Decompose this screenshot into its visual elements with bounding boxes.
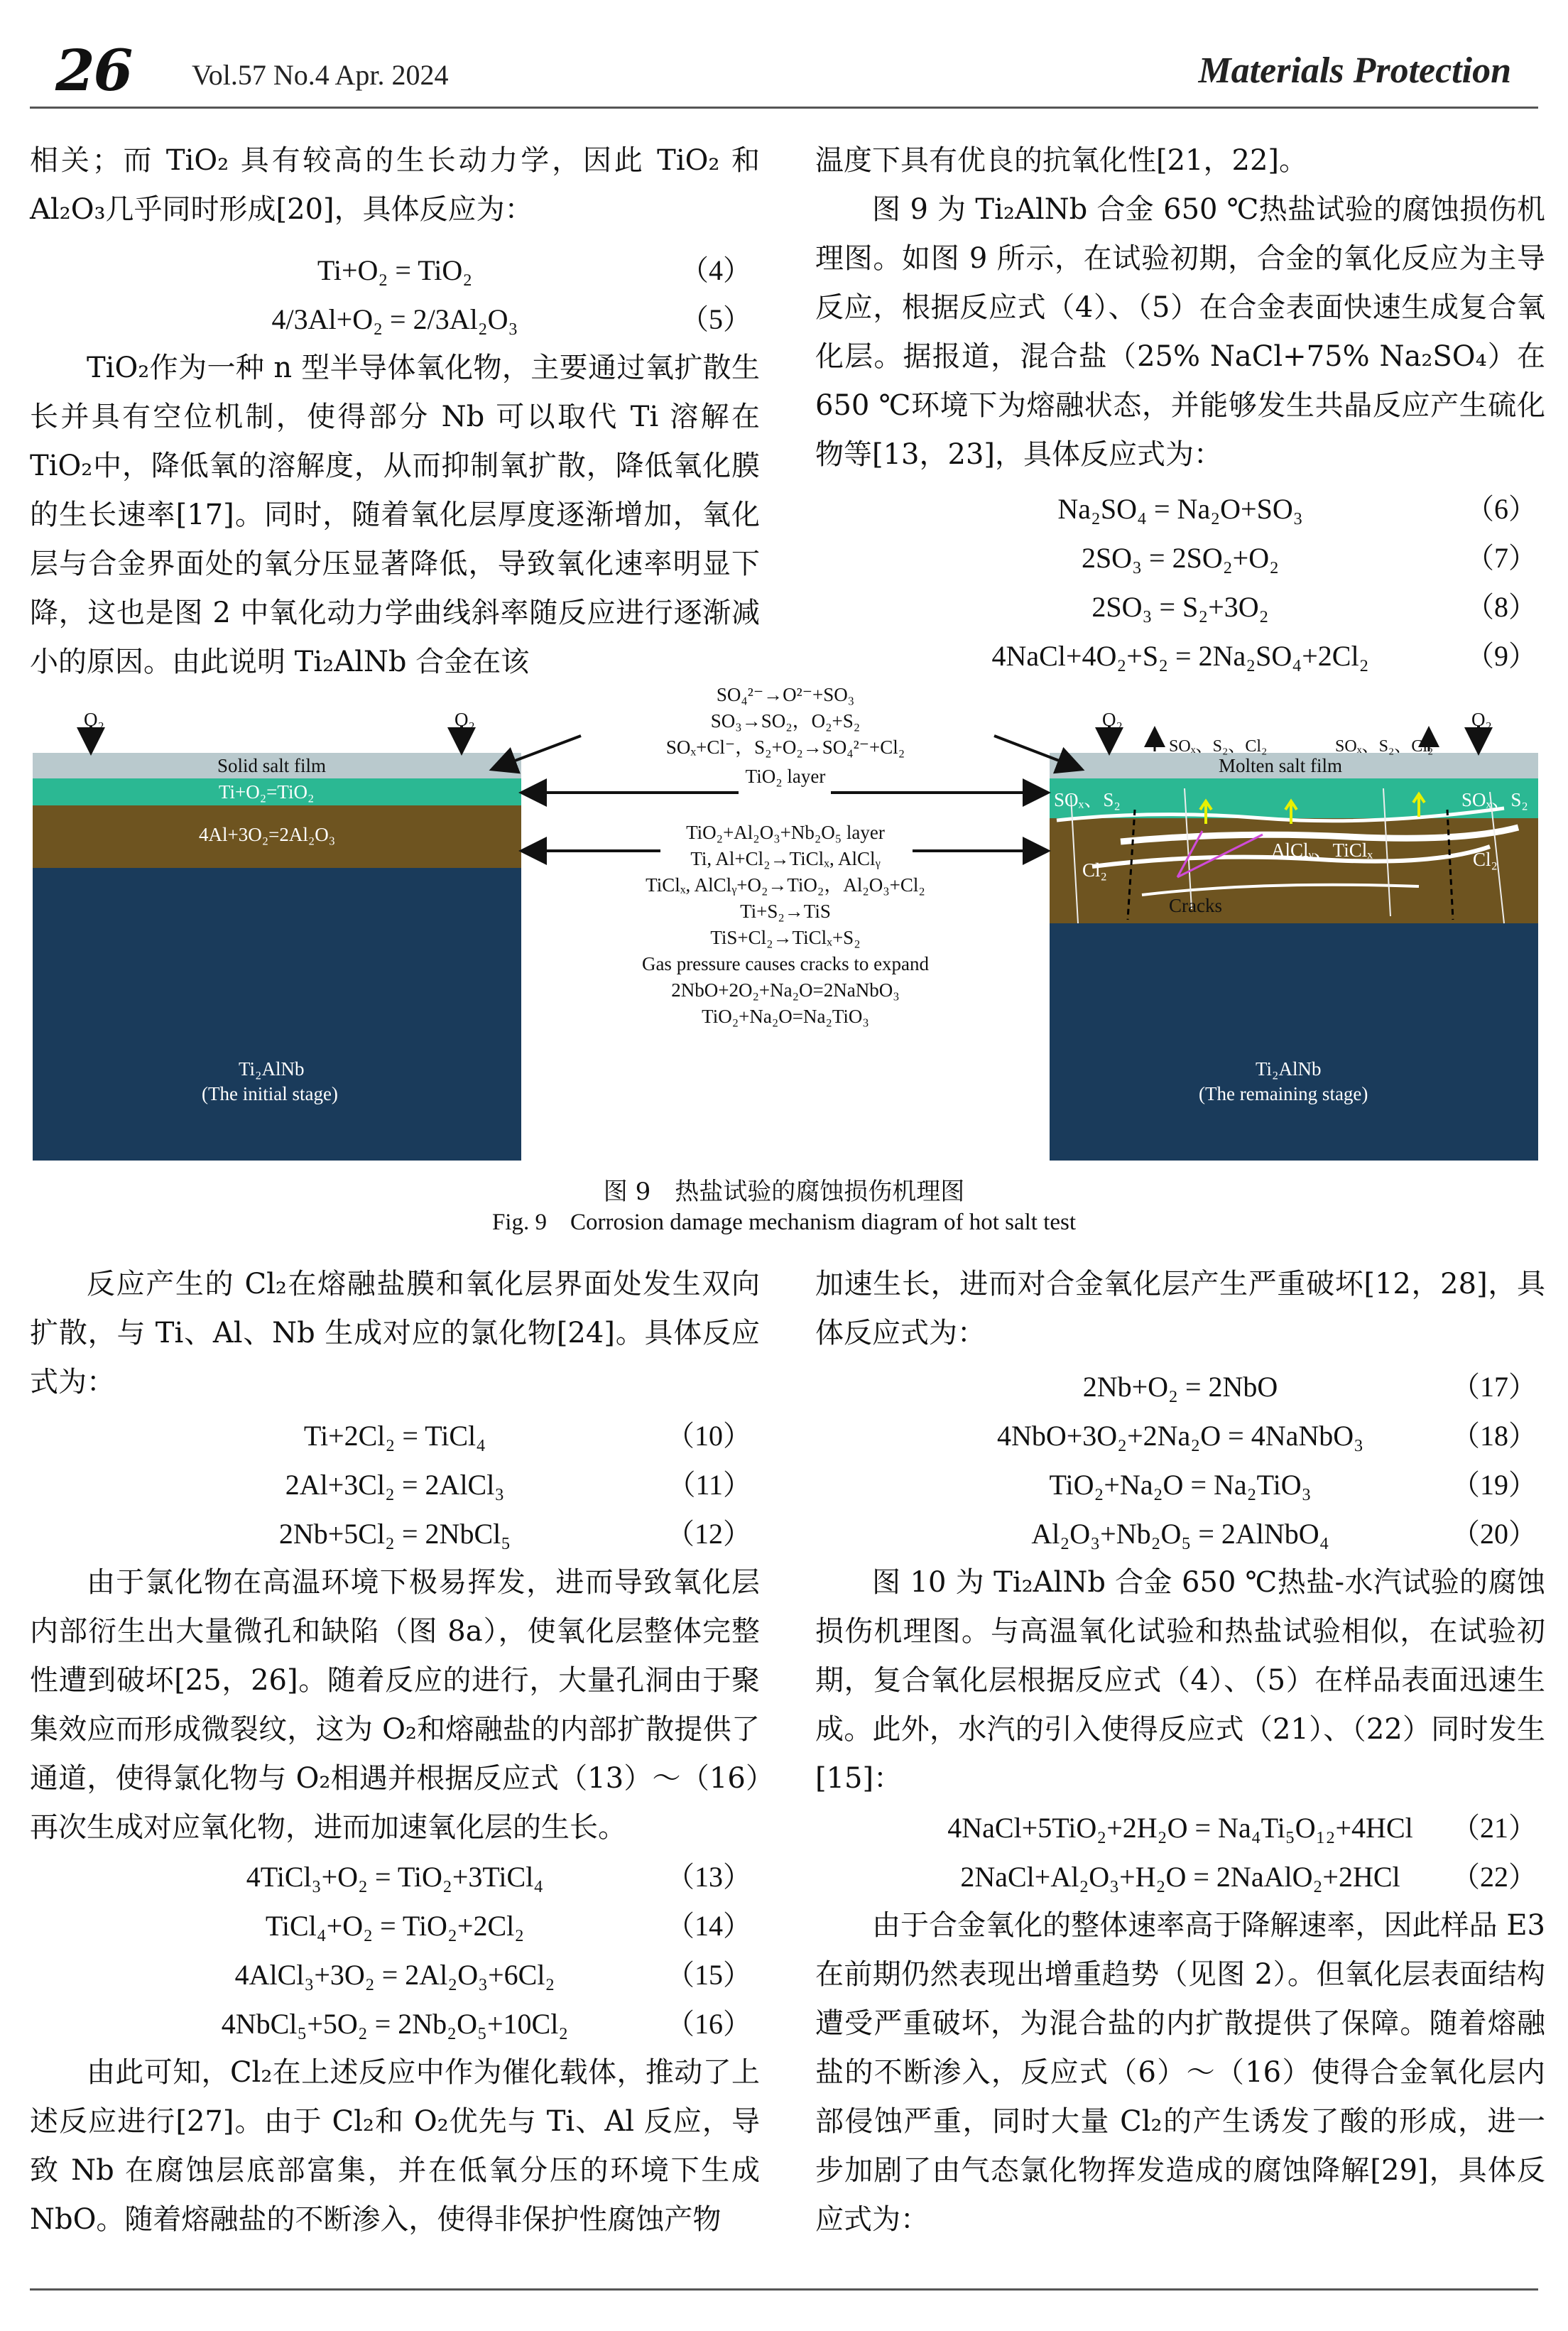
- equation-5: 4/3Al+O₂ = 2/3Al₂O₃ （5）: [271, 303, 751, 335]
- solid-salt-film-label: Solid salt film: [217, 755, 327, 776]
- equation-6: Na₂SO₄ = Na₂O+SO₃ （6）: [1057, 493, 1537, 525]
- equation-10: Ti+2Cl₂ = TiCl₄ （10）: [303, 1420, 751, 1452]
- right-top-paragraph-1: 温度下具有优良的抗氧化性[21，22]。: [815, 144, 1308, 177]
- sox-label-1: SOₓ、S₂: [1054, 789, 1121, 810]
- center-line-7: TiClₓ, AlClᵧ+O₂→TiO₂，Al₂O₃+Cl₂: [646, 874, 925, 896]
- center-line-9: TiS+Cl₂→TiClₓ+S₂: [710, 927, 861, 948]
- sox-label-2: SOₓ、S₂: [1461, 789, 1528, 810]
- o2-label-left-1: O₂: [84, 709, 104, 730]
- alloy-label-right: Ti₂AlNb: [1256, 1058, 1322, 1080]
- right-bottom-paragraph-3: 由于合金氧化的整体速率高于降解速率，因此样品 E3 在前期仍然表现出增重趋势（见图 2）。但氧化层表面结构遭受严重破坏，为混合盐的内扩散提供了保障。随着熔融盐的不断渗入，反应式（6）～（16）使得合金氧化层内部侵蚀严重，同时大量 Cl₂的产生诱发了酸的形成，进一步加剧了由气态氯化物挥发造成的腐蚀降解[29]，具体反应式为：: [815, 1909, 1545, 2236]
- initial-stage-label: (The initial stage): [202, 1083, 338, 1104]
- equation-11: 2Al+3Cl₂ = 2AlCl₃ （11）: [285, 1469, 751, 1501]
- equation-22: 2NaCl+Al₂O₃+H₂O = 2NaAlO₂+2HCl （22）: [960, 1861, 1537, 1893]
- equation-15: 4AlCl₃+3O₂ = 2Al₂O₃+6Cl₂ （15）: [234, 1959, 751, 1991]
- al2o3-reaction-label: 4Al+3O₂=2Al₂O₃: [199, 824, 336, 845]
- page-number: 26: [55, 37, 132, 104]
- equation-7: 2SO₃ = 2SO₂+O₂ （7）: [1081, 542, 1537, 574]
- right-bottom-paragraph-1: 加速生长，进而对合金氧化层产生严重破坏[12，28]，具体反应式为：: [815, 1268, 1545, 1349]
- header-rule: [30, 107, 1538, 109]
- equation-17: 2Nb+O₂ = 2NbO （17）: [1082, 1371, 1537, 1403]
- center-line-8: Ti+S₂→TiS: [740, 901, 831, 922]
- o2-label-right-2: O₂: [1471, 709, 1492, 730]
- right-top-paragraph-2: 图 9 为 Ti₂AlNb 合金 650 ℃热盐试验的腐蚀损伤机理图。如图 9 所示，在试验初期，合金的氧化反应为主导反应，根据反应式（4）、（5）在合金表面快速生成复合氧化层。据报道，混合盐（25% NaCl+75% Na₂SO₄）在 650 ℃环境下为熔融状态，并能够发生共晶反应产生硫化物等[13，23]，具体反应式为：: [815, 193, 1545, 471]
- center-line-11: 2NbO+2O₂+Na₂O=2NaNbO₃: [671, 979, 900, 1001]
- figure-caption-cn: 图 9 热盐试验的腐蚀损伤机理图: [603, 1178, 965, 1206]
- o2-label-left-2: O₂: [454, 709, 475, 730]
- chloride-label: AlClᵧ、TiClₓ: [1271, 840, 1373, 861]
- remaining-stage-label: (The remaining stage): [1199, 1083, 1368, 1104]
- molten-salt-film-label: Molten salt film: [1219, 755, 1342, 776]
- equation-20: Al₂O₃+Nb₂O₅ = 2AlNbO₄ （20）: [1031, 1518, 1537, 1550]
- center-line-5: TiO₂+Al₂O₃+Nb₂O₅ layer: [686, 822, 885, 843]
- right-bottom-paragraph-2: 图 10 为 Ti₂AlNb 合金 650 ℃热盐-水汽试验的腐蚀损伤机理图。与高温氧化试验和热盐试验相似，在试验初期，复合氧化层根据反应式（4）、（5）在样品表面迅速生成。此外，水汽的引入使得反应式（21）、（22）同时发生[15]：: [815, 1566, 1545, 1795]
- figure-caption-en: Fig. 9 Corrosion damage mechanism diagram of hot salt test: [491, 1210, 1077, 1235]
- left-bottom-paragraph-3: 由此可知，Cl₂在上述反应中作为催化载体，推动了上述反应进行[27]。由于 Cl₂和 O₂优先与 Ti、Al 反应，导致 Nb 在腐蚀层底部富集，并在低氧分压的环境下生成 NbO。随着熔融盐的不断渗入，使得非保护性腐蚀产物: [30, 2056, 760, 2236]
- center-line-4: TiO₂ layer: [745, 766, 826, 787]
- right-panel: [1050, 753, 1538, 1161]
- cracks-label: Cracks: [1169, 895, 1222, 916]
- alloy-substrate: [33, 868, 521, 1161]
- left-top-paragraph-2: TiO₂作为一种 n 型半导体氧化物，主要通过氧扩散生长并具有空位机制，使得部分 Nb 可以取代 Ti 溶解在 TiO₂中，降低氧的溶解度，从而抑制氧扩散，降低氧化膜的生长速率[17]。同时，随着氧化层厚度逐渐增加，氧化层与合金界面处的氧分压显著降低，导致氧化速率明显下降，这也是图 2 中氧化动力学曲线斜率随反应进行逐渐减小的原因。由此说明 Ti₂AlNb 合金在该: [30, 352, 760, 678]
- center-reactions: [531, 682, 1040, 1030]
- left-bottom-paragraph-1: 反应产生的 Cl₂在熔融盐膜和氧化层界面处发生双向扩散，与 Ti、Al、Nb 生成对应的氯化物[24]。具体反应式为：: [30, 1268, 760, 1398]
- alloy-label: Ti₂AlNb: [239, 1058, 305, 1080]
- equation-14: TiCl₄+O₂ = TiO₂+2Cl₂ （14）: [265, 1910, 751, 1942]
- center-line-3: SOₓ+Cl⁻，S₂+O₂→SO₄²⁻+Cl₂: [665, 737, 905, 758]
- equation-19: TiO₂+Na₂O = Na₂TiO₃ （19）: [1049, 1469, 1537, 1501]
- volume-info: Vol.57 No.4 Apr. 2024: [192, 59, 449, 91]
- left-bottom-paragraph-2: 由于氯化物在高温环境下极易挥发，进而导致氧化层内部衍生出大量微孔和缺陷（图 8a），使氧化层整体完整性遭到破坏[25，26]。随着反应的进行，大量孔洞由于聚集效应而形成微裂纹，这为 O₂和熔融盐的内部扩散提供了通道，使得氯化物与 O₂相遇并根据反应式（13）～（16）再次生成对应氧化物，进而加速氧化层的生长。: [30, 1566, 760, 1844]
- left-panel: [33, 753, 521, 1161]
- equation-8: 2SO₃ = S₂+3O₂ （8）: [1091, 591, 1537, 623]
- tio2-reaction-label: Ti+O₂=TiO₂: [219, 781, 315, 803]
- equation-13: 4TiCl₃+O₂ = TiO₂+3TiCl₄ （13）: [246, 1861, 751, 1893]
- alloy-substrate-right: [1050, 923, 1538, 1161]
- equation-21: 4NaCl+5TiO₂+2H₂O = Na₄Ti₅O₁₂+4HCl （21）: [947, 1812, 1537, 1844]
- cl2-label-1: Cl₂: [1082, 859, 1107, 881]
- center-line-12: TiO₂+Na₂O=Na₂TiO₃: [702, 1006, 869, 1027]
- equation-18: 4NbO+3O₂+2Na₂O = 4NaNbO₃ （18）: [996, 1420, 1537, 1452]
- center-line-6: Ti, Al+Cl₂→TiClₓ, AlClᵧ: [690, 848, 881, 869]
- center-line-1: SO₄²⁻→O²⁻+SO₃: [716, 684, 855, 705]
- o2-label-right-1: O₂: [1102, 709, 1123, 730]
- equation-16: 4NbCl₅+5O₂ = 2Nb₂O₅+10Cl₂ （16）: [221, 2008, 751, 2040]
- center-line-10: Gas pressure causes cracks to expand: [641, 953, 930, 974]
- equation-12: 2Nb+5Cl₂ = 2NbCl₅ （12）: [278, 1518, 751, 1550]
- equation-4: Ti+O₂ = TiO₂ （4）: [317, 254, 751, 286]
- journal-name: Materials Protection: [1198, 50, 1511, 91]
- gas-label-right-2: SOₓ、S₂、Cl₂: [1335, 737, 1434, 756]
- footer-rule: [30, 2288, 1538, 2291]
- center-line-2: SO₃→SO₂，O₂+S₂: [710, 710, 861, 732]
- cl2-label-2: Cl₂: [1473, 849, 1498, 870]
- equation-9: 4NaCl+4O₂+S₂ = 2Na₂SO₄+2Cl₂ （9）: [991, 640, 1537, 672]
- gas-label-right-1: SOₓ、S₂、Cl₂: [1169, 737, 1268, 756]
- left-top-paragraph-1: 相关；而 TiO₂ 具有较高的生长动力学，因此 TiO₂ 和 Al₂O₃几乎同时形成[20]，具体反应为：: [30, 144, 760, 226]
